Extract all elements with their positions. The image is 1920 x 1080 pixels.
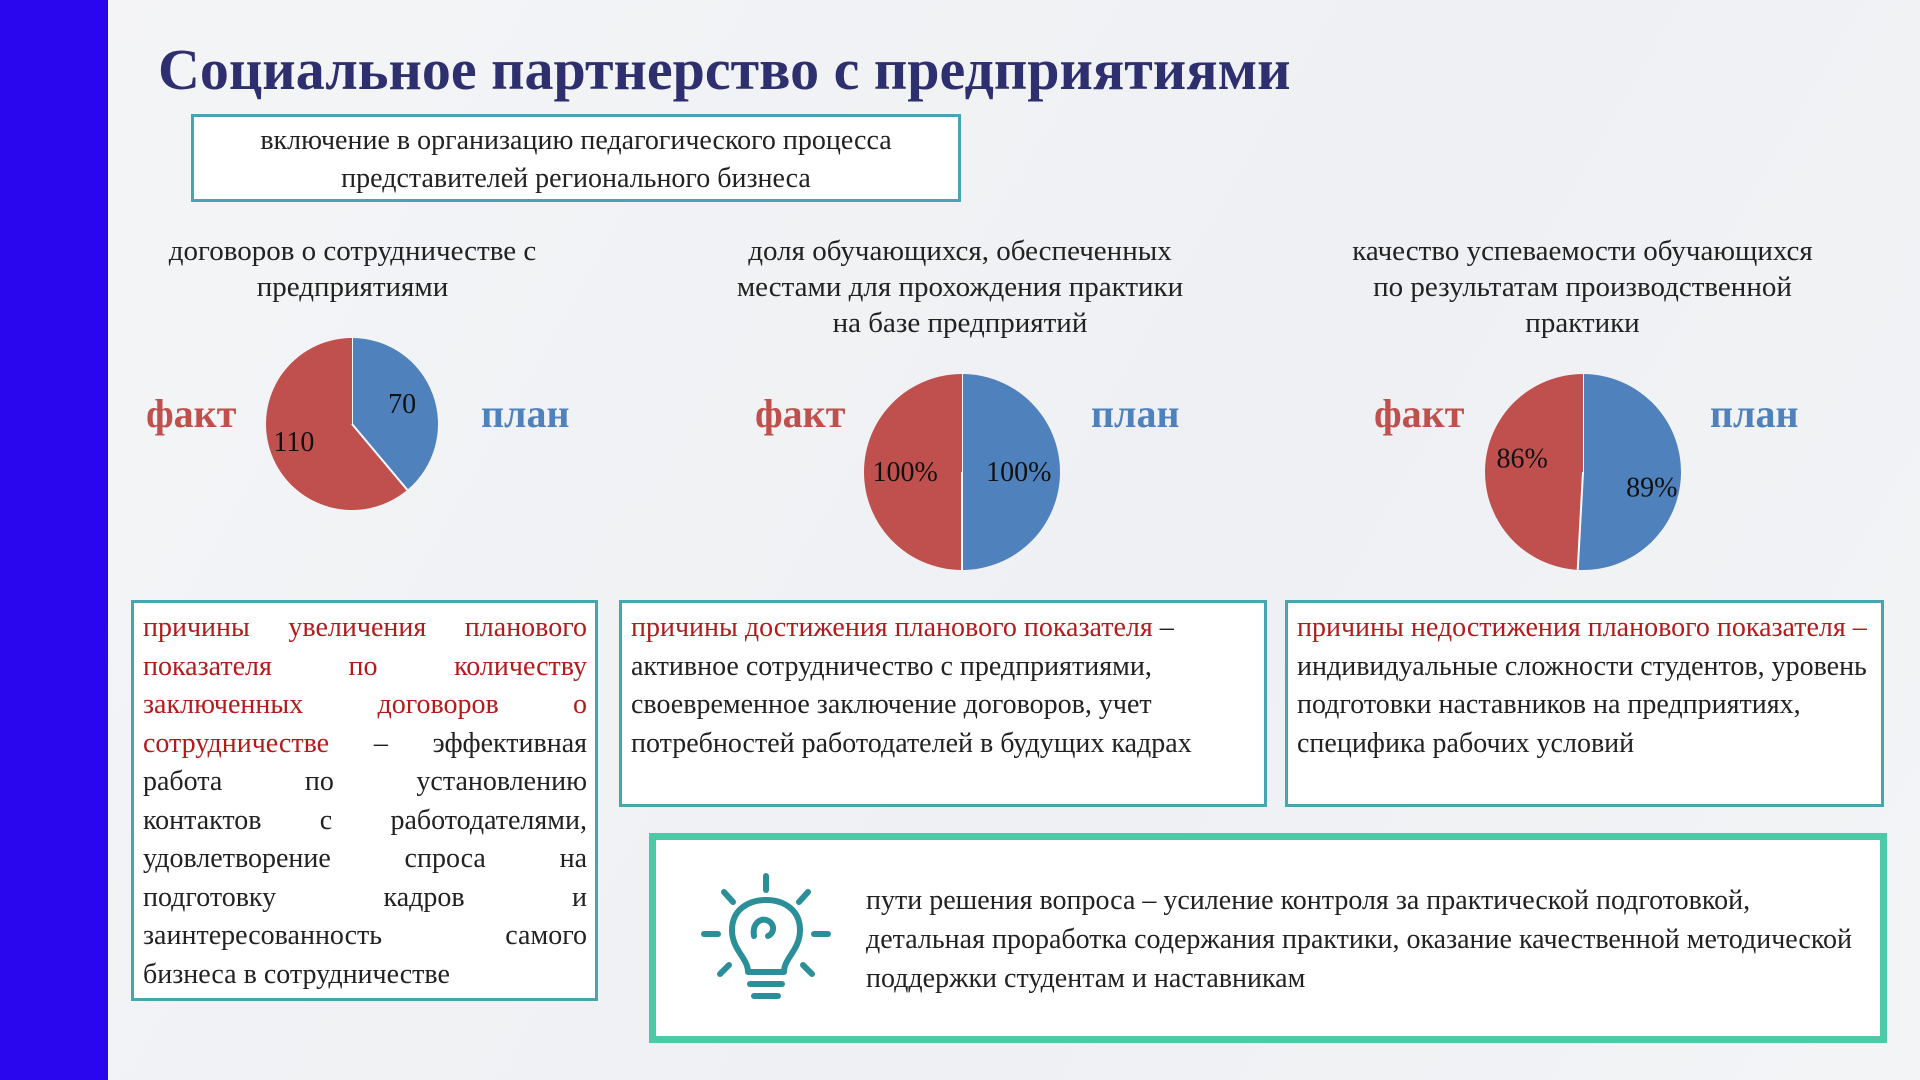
chart1-plan-label: план	[481, 391, 570, 436]
chart3-plan-label: план	[1710, 391, 1799, 436]
chart2-caption	[690, 233, 1230, 341]
reason-box-increase	[131, 600, 598, 1001]
pie-data-label: 89%	[1626, 472, 1678, 504]
chart1-caption	[130, 233, 575, 305]
reason-box-achieved	[619, 600, 1267, 807]
chart3-fact-label: факт	[1374, 391, 1465, 436]
pie-data-label: 70	[388, 388, 417, 420]
chart3-caption	[1310, 233, 1855, 341]
chart1-fact-label: факт	[146, 391, 237, 436]
chart2-plan-label: план	[1091, 391, 1180, 436]
pie-data-label: 100%	[872, 457, 938, 488]
chart3-caption-line: практики	[1525, 307, 1640, 339]
reason1-line: причины увеличения планового	[143, 612, 587, 643]
reason2-text: – активное сотрудничество с предприятиями, своевременное заключение договоров, учет потребностей работодателей в будущих кадрах	[631, 612, 1192, 759]
solution-text: пути решения вопроса – усиление контроля за практической подготовкой, детальная проработка содержания практики, оказание качественной методической поддержки студентам и наставникам	[866, 885, 1852, 994]
chart3-caption-line: качество успеваемости обучающихся	[1352, 235, 1813, 267]
pie-data-label: 100%	[986, 457, 1052, 488]
intro-line-2: представителей регионального бизнеса	[341, 163, 811, 194]
chart2-pie	[864, 374, 1060, 570]
chart1-caption-line: договоров о сотрудничестве с	[168, 235, 537, 267]
chart2-fact-label: факт	[755, 391, 846, 436]
chart3-caption-line: по результатам производственной	[1373, 271, 1792, 303]
intro-box	[191, 114, 961, 202]
reason2-red-text: причины достижения планового показателя	[631, 612, 1153, 643]
reason1-red-tail: сотрудничестве	[143, 727, 330, 759]
reason1-line: бизнеса в сотрудничестве	[143, 958, 450, 990]
solution-box	[649, 833, 1887, 1043]
pie-data-label: 110	[273, 427, 315, 459]
reason1-line	[143, 725, 587, 764]
reason1-line: контактов с работодателями,	[143, 804, 587, 836]
lightbulb-icon	[696, 870, 836, 1010]
pie-data-label: 86%	[1496, 443, 1548, 475]
reason3-text: индивидуальные сложности студентов, уровень подготовки наставников на предприятиях, специфика рабочих условий	[1297, 650, 1867, 759]
reason1-line: показателя по количеству	[143, 650, 587, 682]
reason3-red-text: причины недостижения планового показателя –	[1297, 612, 1867, 643]
page-title: Социальное партнерство с предприятиями	[158, 37, 1291, 102]
reason1-line: подготовку кадров и	[143, 881, 587, 913]
reason1-line: заинтересованность самого	[143, 920, 587, 951]
reason1-line: удовлетворение спроса на	[143, 843, 587, 874]
reason1-line: заключенных договоров о	[143, 689, 587, 720]
reason-box-not-achieved	[1285, 600, 1884, 807]
reason1-tail: – эффективная	[329, 727, 587, 759]
chart1-caption-line: предприятиями	[256, 271, 449, 303]
intro-line-1: включение в организацию педагогического процесса	[260, 125, 892, 156]
chart1-pie	[266, 338, 438, 510]
chart2-caption-line: на базе предприятий	[832, 307, 1088, 339]
chart2-caption-line: доля обучающихся, обеспеченных	[748, 235, 1172, 267]
chart2-caption-line: местами для прохождения практики	[736, 271, 1184, 303]
reason1-line: работа по установлению	[143, 766, 587, 797]
accent-side-bar	[0, 0, 108, 1080]
chart3-pie	[1485, 374, 1681, 570]
